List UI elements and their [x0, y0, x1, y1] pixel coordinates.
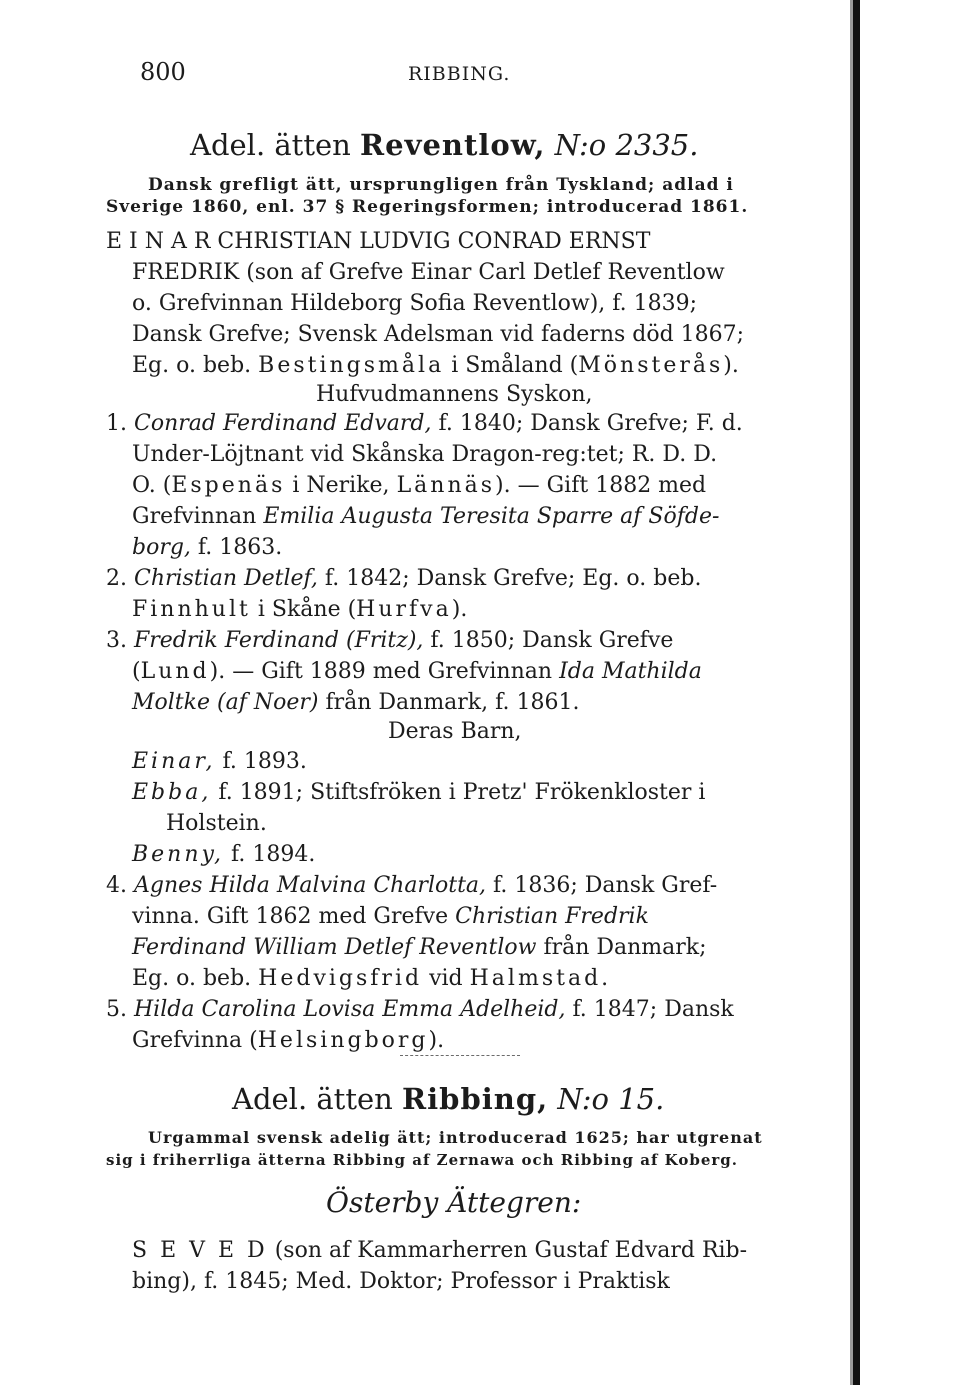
- ribbing-title: [232, 1081, 664, 1117]
- parish-name: Mönsterås: [578, 353, 724, 378]
- sibling-1-line-1: [106, 410, 743, 438]
- spouse-name: Christian Fredrik: [455, 904, 649, 929]
- reventlow-head-line-5: [132, 352, 739, 380]
- children-heading: Deras Barn,: [388, 719, 522, 744]
- text-seg: O. (: [132, 473, 172, 498]
- text-seg: (: [132, 659, 141, 684]
- parish-name: Hurfva: [356, 597, 452, 622]
- text-seg: (son af Kammarherren Gustaf Edvard Rib-: [274, 1238, 748, 1263]
- ribbing-title-name: Ribbing,: [402, 1082, 549, 1116]
- reventlow-title-prefix: Adel. ätten: [190, 128, 351, 162]
- person-name: Ebba,: [132, 780, 212, 805]
- sibling-4-line-1: [106, 872, 717, 900]
- parish-name: Lund: [140, 659, 210, 684]
- sibling-1-line-3: [132, 472, 706, 500]
- reventlow-title-name: Reventlow,: [360, 128, 546, 162]
- spouse-name: Emilia Augusta Teresita Sparre af Söfde-: [263, 504, 720, 529]
- text-seg: Eg. o. beb.: [132, 966, 252, 991]
- branch-heading: Österby Ättegren:: [326, 1186, 582, 1219]
- ribbing-intro-line-2: sig i friherrliga ätterna Ribbing af Zernawa och Ribbing af Koberg.: [106, 1151, 738, 1169]
- estate-name: Finnhult: [132, 597, 251, 622]
- spouse-name: Ida Mathilda: [559, 659, 702, 684]
- text-seg: Grefvinna (: [132, 1028, 258, 1053]
- ribbing-head-line-1: [132, 1237, 747, 1265]
- estate-name: Espenäs: [171, 473, 286, 498]
- text-seg: i Nerike,: [292, 473, 390, 498]
- sibling-1-line-5: [132, 534, 282, 562]
- page-number: 800: [140, 58, 186, 86]
- text-seg: f. 1891; Stiftsfröken i Pretz' Frökenkloster i: [218, 780, 706, 805]
- person-name: Hilda Carolina Lovisa Emma Adelheid,: [134, 997, 566, 1022]
- reventlow-intro-line-1: Dansk grefligt ätt, ursprungligen från Tyskland; adlad i: [148, 175, 734, 195]
- ribbing-title-prefix: Adel. ätten: [232, 1082, 393, 1116]
- reventlow-head-line-3: o. Grefvinnan Hildeborg Sofia Reventlow), f. 1839;: [132, 291, 698, 316]
- person-name: Einar,: [132, 749, 216, 774]
- estate-name: Hedvigsfrid: [258, 966, 423, 991]
- sibling-4-line-3: [132, 934, 707, 962]
- text-seg: från Danmark, f. 1861.: [325, 690, 580, 715]
- sibling-3-line-2: [132, 658, 702, 686]
- sibling-2-line-2: [132, 596, 467, 624]
- text-seg: vid: [429, 966, 463, 991]
- person-name: Fredrik Ferdinand (Fritz),: [134, 628, 424, 653]
- entry-number: 1.: [106, 411, 127, 436]
- sibling-3-line-3: [132, 689, 579, 717]
- entry-number: 4.: [106, 873, 127, 898]
- person-name: Benny,: [132, 842, 225, 867]
- entry-number: 3.: [106, 628, 127, 653]
- parish-name: Helsingborg: [257, 1028, 429, 1053]
- text-seg: i Skåne (: [257, 597, 357, 622]
- person-name: Agnes Hilda Malvina Charlotta,: [134, 873, 487, 898]
- person-name: Christian Detlef,: [134, 566, 318, 591]
- sibling-5-line-2: [132, 1027, 444, 1055]
- person-name: S E V E D: [132, 1238, 268, 1263]
- ribbing-title-number: N:o 15.: [557, 1082, 665, 1116]
- text-seg: ).: [723, 353, 739, 378]
- reventlow-title-number: N:o 2335.: [554, 128, 699, 162]
- child-2-line-1: [132, 779, 705, 807]
- reventlow-head-line-4: Dansk Grefve; Svensk Adelsman vid faderns död 1867;: [132, 322, 745, 347]
- text-seg: vinna. Gift 1862 med Grefve: [132, 904, 449, 929]
- reventlow-intro-line-2: Sverige 1860, enl. 37 § Regeringsformen; introducerad 1861.: [106, 197, 749, 217]
- spouse-name: Ferdinand William Detlef Reventlow: [132, 935, 537, 960]
- reventlow-head-line-2: FREDRIK (son af Grefve Einar Carl Detlef Reventlow: [132, 260, 725, 285]
- text-seg: från Danmark;: [543, 935, 707, 960]
- person-name: Conrad Ferdinand Edvard,: [134, 411, 432, 436]
- text-seg: Grefvinnan: [132, 504, 257, 529]
- text-seg: f. 1893.: [222, 749, 307, 774]
- text-seg: f. 1842; Dansk Grefve; Eg. o. beb.: [324, 566, 702, 591]
- text-seg: i Småland (: [451, 353, 579, 378]
- reventlow-head-line-1: E I N A R CHRISTIAN LUDVIG CONRAD ERNST: [106, 229, 651, 254]
- sibling-3-line-1: [106, 627, 673, 655]
- siblings-heading: Hufvudmannens Syskon,: [316, 382, 593, 407]
- text-seg: ).: [428, 1028, 445, 1053]
- ribbing-head-line-2: bing), f. 1845; Med. Doktor; Professor i Praktisk: [132, 1269, 670, 1294]
- entry-number: 2.: [106, 566, 127, 591]
- ribbing-intro-line-1: Urgammal svensk adelig ätt; introducerad 1625; har utgrenat: [148, 1128, 763, 1147]
- sibling-4-line-4: [132, 965, 608, 993]
- sibling-2-line-1: [106, 565, 701, 593]
- child-2-line-2: Holstein.: [166, 811, 267, 836]
- text-seg: ).: [451, 597, 468, 622]
- child-3-line: [132, 841, 315, 869]
- text-seg: Eg. o. beb.: [132, 353, 252, 378]
- sibling-4-line-2: [132, 903, 649, 931]
- running-head: RIBBING.: [408, 63, 511, 85]
- text-seg: f. 1836; Dansk Gref-: [493, 873, 718, 898]
- text-seg: ). — Gift 1882 med: [495, 473, 707, 498]
- text-seg: .: [601, 966, 609, 991]
- spouse-name: Moltke (af Noer): [132, 690, 319, 715]
- text-seg: f. 1847; Dansk: [572, 997, 734, 1022]
- child-1-line: [132, 748, 307, 776]
- spouse-name: borg,: [132, 535, 191, 560]
- sibling-1-line-2: Under-Löjtnant vid Skånska Dragon-reg:tet; R. D. D.: [132, 442, 718, 467]
- text-seg: f. 1840; Dansk Grefve; F. d.: [438, 411, 743, 436]
- text-seg: f. 1863.: [197, 535, 283, 560]
- text-seg: f. 1850; Dansk Grefve: [430, 628, 674, 653]
- text-seg: ). — Gift 1889 med Grefvinnan: [209, 659, 553, 684]
- section-divider: [400, 1055, 520, 1056]
- estate-name: Lännäs: [396, 473, 496, 498]
- estate-name: Bestingsmåla: [258, 353, 445, 378]
- reventlow-title: [190, 127, 698, 163]
- entry-number: 5.: [106, 997, 127, 1022]
- text-seg: f. 1894.: [231, 842, 316, 867]
- page-edge: [853, 0, 860, 1385]
- sibling-1-line-4: [132, 503, 719, 531]
- sibling-5-line-1: [106, 996, 734, 1024]
- parish-name: Halmstad: [469, 966, 602, 991]
